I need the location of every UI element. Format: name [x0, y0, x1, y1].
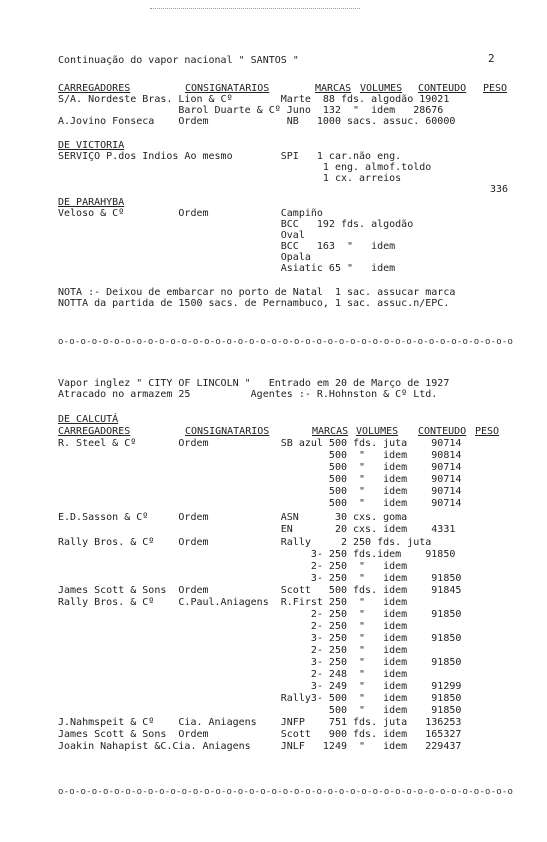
table-row: 3- 250 " idem 91850: [58, 657, 462, 668]
table-row: 3- 250 fds.idem 91850: [58, 549, 456, 560]
table-row: James Scott & Sons Ordem Scott 900 fds. idem 165327: [58, 729, 462, 740]
table-row: R. Steel & Cº Ordem SB azul 500 fds. juta 90714: [58, 438, 462, 449]
vessel-line: Atracado no armazem 25 Agentes :- R.Hohnston & Cº Ltd.: [58, 389, 438, 400]
col-head-contents: CONTEUDO: [418, 426, 467, 437]
col-head-consignees: CONSIGNATARIOS: [185, 426, 270, 437]
table-row: 500 " idem 90814: [58, 450, 462, 461]
col-head-contents: CONTEUDO: [418, 83, 467, 94]
table-row: 3- 250 " idem 91850: [58, 573, 462, 584]
table-row: 3- 250 " idem 91850: [58, 633, 462, 644]
table-row: 3- 249 " idem 91299: [58, 681, 462, 692]
table-row: 2- 250 " idem: [58, 645, 408, 656]
col-head-marks: MARCAS: [315, 83, 352, 94]
table-row: Oval: [58, 230, 305, 241]
vessel-line: Vapor inglez " CITY OF LINCOLN " Entrado em 20 de Março de 1927: [58, 378, 450, 389]
col-head-volumes: VOLUMES: [360, 83, 403, 94]
table-row: SERVIÇO P.dos Indios Ao mesmo SPI 1 car.não eng.: [58, 151, 402, 162]
col-head-volumes: VOLUMES: [356, 426, 399, 437]
separator-line: o-o-o-o-o-o-o-o-o-o-o-o-o-o-o-o-o-o-o-o-o-o-o-o-o-o-o-o-o-o-o-o-o-o-o-o-o-o-o-o-o: [58, 787, 514, 797]
table-row: S/A. Nordeste Bras. Lion & Cº Marte 88 fds. algodão 19021: [58, 94, 450, 105]
page-number: 2: [488, 52, 495, 65]
separator-line: o-o-o-o-o-o-o-o-o-o-o-o-o-o-o-o-o-o-o-o-o-o-o-o-o-o-o-o-o-o-o-o-o-o-o-o-o-o-o-o-o: [58, 337, 514, 347]
table-row: James Scott & Sons Ordem Scott 500 fds. idem 91845: [58, 585, 462, 596]
table-row: 500 " idem 91850: [58, 705, 462, 716]
col-head-consignees: CONSIGNATARIOS: [185, 83, 270, 94]
section-total: 336: [490, 184, 509, 195]
table-row: 1 cx. arreios: [58, 173, 402, 184]
table-row: Rally3- 500 " idem 91850: [58, 693, 462, 704]
table-row: 500 " idem 90714: [58, 498, 462, 509]
note-line: NOTTA da partida de 1500 sacs. de Pernambuco, 1 sac. assuc.n/EPC.: [58, 298, 450, 309]
section-heading-calcuta: DE CALCUTÁ: [58, 414, 119, 425]
table-row: Opala: [58, 252, 311, 263]
col-head-shippers: CARREGADORES: [58, 83, 131, 94]
document-title: Continuação do vapor nacional " SANTOS ": [58, 55, 299, 66]
table-row: Joakin Nahapist &C.Cia. Aniagens JNLF 1249 " idem 229437: [58, 741, 462, 752]
table-row: 500 " idem 90714: [58, 462, 462, 473]
table-row: 2- 248 " idem: [58, 669, 408, 680]
table-row: 500 " idem 90714: [58, 486, 462, 497]
table-row: A.Jovino Fonseca Ordem NB 1000 sacs. assuc. 60000: [58, 116, 456, 127]
table-row: J.Nahmspeit & Cº Cia. Aniagens JNFP 751 fds. juta 136253: [58, 717, 462, 728]
section-heading-victoria: DE VICTORIA: [58, 140, 125, 151]
table-row: 2- 250 " idem: [58, 621, 408, 632]
table-row: BCC 192 fds. algodão: [58, 219, 414, 230]
section-heading-parahyba: DE PARAHYBA: [58, 197, 125, 208]
table-row: 500 " idem 90714: [58, 474, 462, 485]
note-line: NOTA :- Deixou de embarcar no porto de Natal 1 sac. assucar marca: [58, 287, 456, 298]
table-row: EN 20 cxs. idem 4331: [58, 524, 456, 535]
table-row: 1 eng. almof.toldo: [58, 162, 432, 173]
table-row: E.D.Sasson & Cº Ordem ASN 30 cxs. goma: [58, 512, 408, 523]
col-head-weight: PESO: [483, 83, 508, 94]
table-row: Barol Duarte & Cº Juno 132 " idem 28676: [58, 105, 444, 116]
col-head-weight: PESO: [475, 426, 500, 437]
top-edge-smudge: [150, 0, 360, 9]
table-row: Asiatic 65 " idem: [58, 263, 396, 274]
table-row: Veloso & Cº Ordem Campiño: [58, 208, 323, 219]
table-row: Rally Bros. & Cº Ordem Rally 2 250 fds. juta: [58, 537, 432, 548]
col-head-marks: MARCAS: [312, 426, 349, 437]
table-row: BCC 163 " idem: [58, 241, 396, 252]
col-head-shippers: CARREGADORES: [58, 426, 131, 437]
table-row: 2- 250 " idem 91850: [58, 609, 462, 620]
table-row: 2- 250 " idem: [58, 561, 408, 572]
table-row: Rally Bros. & Cº C.Paul.Aniagens R.First 250 " idem: [58, 597, 408, 608]
